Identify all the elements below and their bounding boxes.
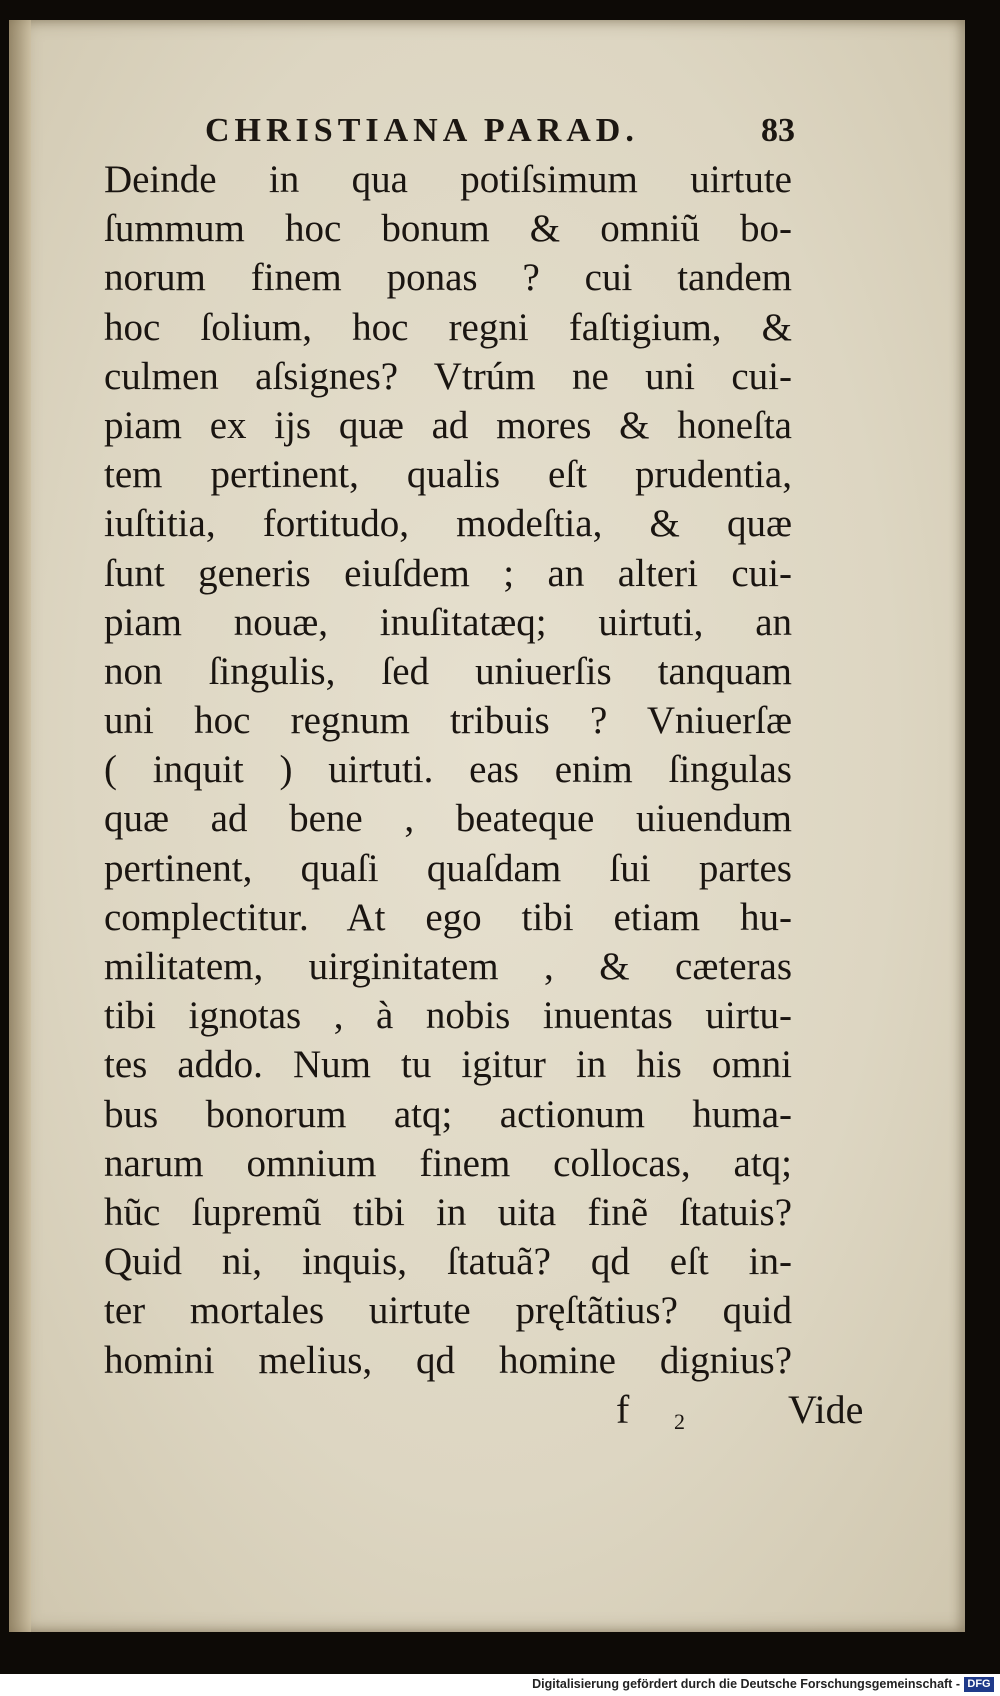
signature-letter: f: [616, 1387, 630, 1432]
text-line: ſunt generis eiuſdem ; an alteri cui-: [104, 551, 792, 595]
text-line: militatem, uirginitatem , & cæteras: [104, 945, 792, 988]
text-line: hũc ſupremũ tibi in uita finẽ ſtatuis?: [104, 1190, 792, 1234]
catchword-line: [104, 1385, 864, 1435]
text-line: piam nouæ, inuſitatæq; uirtuti, an: [104, 600, 792, 644]
text-line: homini melius, qd homine dignius?: [104, 1338, 792, 1382]
text-line: ter mortales uirtute pręſtãtius? quid: [104, 1289, 792, 1333]
text-line: ſummum hoc bonum & omniũ bo-: [104, 207, 792, 251]
text-line: piam ex ijs quæ ad mores & honeſta: [104, 403, 792, 447]
text-line: hoc ſolium, hoc regni faſtigium, &: [104, 305, 792, 349]
body-text: [104, 155, 864, 1434]
text-line: non ſingulis, ſed uniuerſis tanquam: [104, 649, 792, 693]
text-line: bus bonorum atq; actionum huma-: [104, 1092, 792, 1136]
running-title: CHRISTIANA PARAD.: [205, 112, 639, 149]
text-line: tem pertinent, qualis eſt prudentia,: [104, 453, 792, 497]
text-line: tibi ignotas , à nobis inuentas uirtu-: [104, 994, 792, 1038]
catchword: Vide: [788, 1387, 864, 1432]
text-line: culmen aſsignes? Vtrúm ne uni cui-: [104, 354, 792, 398]
text-line: iuſtitia, fortitudo, modeſtia, & quæ: [104, 502, 792, 546]
funding-credit: Digitalisierung gefördert durch die Deutsche Forschungsgemeinschaft -: [532, 1677, 960, 1691]
text-line: quæ ad bene , beateque uiuendum: [104, 797, 792, 841]
text-line: norum finem ponas ? cui tandem: [104, 256, 792, 300]
text-line: Deinde in qua potiſsimum uirtute: [104, 158, 792, 201]
text-line: Quid ni, inquis, ſtatuã? qd eſt in-: [104, 1240, 792, 1284]
page-gutter-shadow: [9, 20, 31, 1632]
digitization-footer: [0, 1674, 1000, 1696]
signature-number: 2: [674, 1409, 685, 1434]
text-line: pertinent, quaſi quaſdam ſui partes: [104, 846, 792, 890]
text-line: complectitur. At ego tibi etiam hu-: [104, 895, 792, 939]
text-line: narum omnium finem collocas, atq;: [104, 1141, 792, 1185]
text-line: uni hoc regnum tribuis ? Vniuerſæ: [104, 699, 792, 743]
running-header: [205, 112, 795, 156]
dfg-logo: DFG: [964, 1677, 994, 1692]
text-line: ( inquit ) uirtuti. eas enim ſingulas: [104, 748, 792, 792]
text-line: tes addo. Num tu igitur in his omni: [104, 1043, 792, 1087]
page-number: 83: [761, 112, 795, 149]
